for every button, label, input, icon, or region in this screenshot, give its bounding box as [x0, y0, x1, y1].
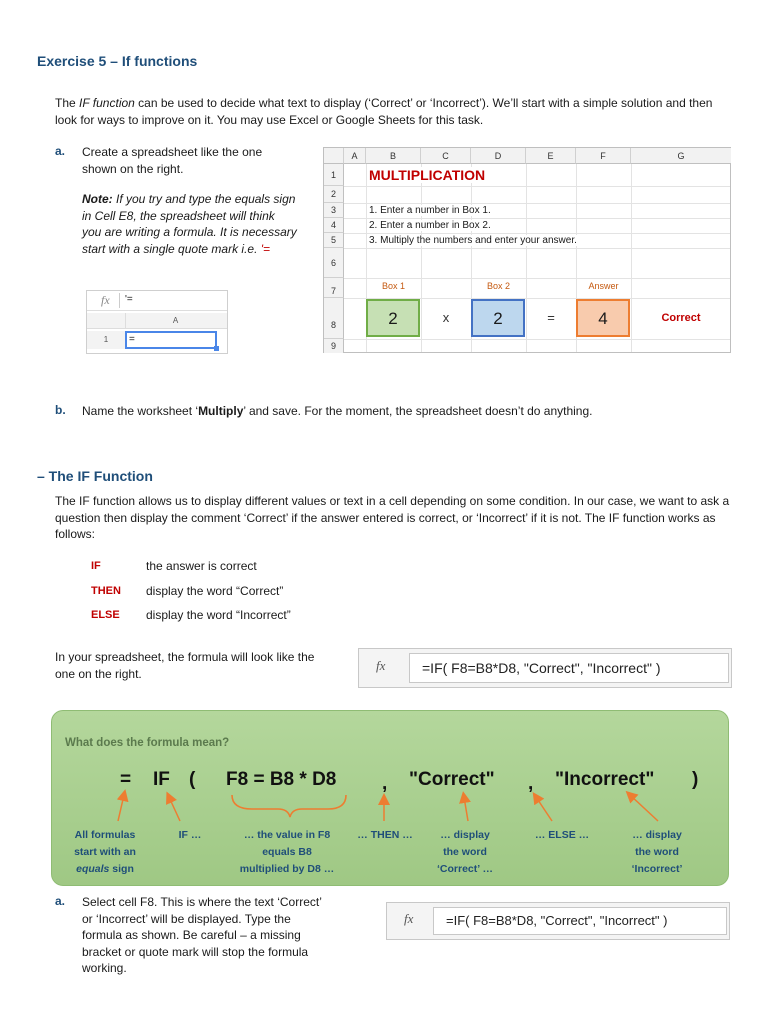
box2-label: Box 2: [486, 281, 510, 291]
row-header-3: 3: [324, 203, 344, 218]
formula-part-correct: "Correct": [409, 769, 495, 790]
logic-key-then: THEN: [91, 585, 121, 597]
mini-divider: [119, 293, 120, 308]
answer-cell[interactable]: 4: [576, 299, 630, 337]
explain-equals-line1: All formulas: [74, 829, 136, 841]
explain-equals-rest: sign: [109, 863, 134, 875]
explain-condition-line3: multiplied by D8 …: [239, 863, 335, 875]
col-header-e: E: [526, 148, 576, 164]
mini-row-1: 1: [87, 331, 125, 349]
arrow-equals: [118, 795, 124, 821]
step-a2-marker: a.: [55, 894, 66, 908]
arrow-correct: [464, 797, 468, 821]
arrow-if: [169, 797, 180, 821]
formula-part-condition: F8 = B8 * D8: [226, 769, 337, 790]
intro-pre: The: [55, 96, 80, 110]
intro-italic: IF function: [79, 96, 135, 110]
explain-display-correct: [422, 827, 508, 878]
row-header-1: 1: [324, 164, 344, 186]
explain-then: … THEN …: [357, 829, 413, 841]
explain-display1-line3: ‘Correct’ …: [436, 863, 494, 875]
step-b-pre: Name the worksheet ‘: [82, 404, 199, 418]
formula-part-close: ): [692, 769, 699, 790]
step-a-text: Create a spreadsheet like the one shown on the right.: [82, 145, 263, 176]
step-a-note: [82, 191, 297, 257]
step-a2-text: Select cell F8. This is where the text ‘Correct’ or ‘Incorrect’ will be displayed. Type the formula as shown. Be careful – a missing bracket or quote mark will stop the formula working.: [82, 895, 322, 975]
formula-bar-2: [386, 902, 730, 940]
formula-text[interactable]: =IF( F8=B8*D8, "Correct", "Incorrect" ): [409, 653, 729, 683]
row-header-8: 8: [324, 298, 344, 339]
formula-part-equals: =: [120, 769, 132, 790]
mini-col-header: [87, 313, 227, 329]
mini-col-a: A: [125, 313, 225, 329]
multiplication-sheet: [323, 147, 731, 353]
intro-post: can be used to decide what text to display (‘Correct’ or ‘Incorrect’). We’ll start with a simple solution and then look for ways to improve on it. You may use Excel or Google Sheets for this task.: [55, 96, 713, 127]
fx-icon: fx: [376, 658, 386, 673]
instruction-1: 1. Enter a number in Box 1.: [369, 205, 491, 216]
col-header-a: A: [344, 148, 366, 164]
step-b-post: ’ and save. For the moment, the spreadsheet doesn’t do anything.: [243, 404, 593, 418]
sheet-title: MULTIPLICATION: [369, 167, 489, 183]
explain-equals-line2: start with an: [74, 846, 136, 858]
formula-text-2[interactable]: =IF( F8=B8*D8, "Correct", "Incorrect" ): [433, 907, 727, 935]
arrow-else: [536, 797, 552, 821]
explain-display1-line1: … display: [440, 829, 490, 841]
col-header-g: G: [631, 148, 731, 164]
explain-equals: [58, 827, 152, 878]
box2-cell[interactable]: 2: [471, 299, 525, 337]
formula-part-comma2: ,: [528, 773, 534, 794]
explain-condition-line1: … the value in F8: [243, 829, 331, 841]
times-sign: x: [442, 310, 450, 325]
row-header-9: 9: [324, 339, 344, 353]
row-header-4: 4: [324, 218, 344, 233]
note-label: Note:: [82, 192, 113, 206]
formula-part-if: IF: [153, 769, 170, 790]
intro-paragraph: [55, 95, 735, 128]
formula-part-comma1: ,: [382, 773, 388, 794]
logic-text-if: the answer is correct: [146, 559, 257, 573]
result-cell[interactable]: Correct: [661, 312, 701, 324]
grid-line: [344, 278, 730, 279]
step-a-marker: a.: [55, 144, 66, 158]
fx-icon: fx: [101, 293, 110, 307]
explain-equals-line3: [58, 861, 152, 878]
formula-bar: [358, 648, 732, 688]
row-header-6: 6: [324, 248, 344, 278]
box1-cell[interactable]: 2: [366, 299, 420, 337]
if-paragraph: The IF function allows us to display different values or text in a cell depending on some condition. In our case, we want to ask a question then display the comment ‘Correct’ if the answer entered is correct, or ‘Incorrect’ if it is not. The IF function works as follows:: [55, 494, 730, 541]
formula-explanation-box: [51, 710, 729, 886]
mini-formula[interactable]: '=: [125, 294, 133, 305]
row-header-7: 7: [324, 278, 344, 298]
brace-condition: [232, 795, 346, 817]
grid-line: [344, 248, 730, 249]
row-header-5: 5: [324, 233, 344, 248]
grid-line: [344, 218, 730, 219]
step-b-text: [82, 403, 742, 420]
grid-line: [344, 186, 730, 187]
fx-icon: fx: [404, 911, 414, 926]
formula-paragraph: In your spreadsheet, the formula will look like the one on the right.: [55, 650, 315, 681]
note-text: If you try and type the equals sign in Cell E8, the spreadsheet will think you are writing a formula. It is necessary start with a single quote mark i.e.: [82, 192, 297, 256]
logic-key-else: ELSE: [91, 609, 120, 621]
answer-label: Answer: [588, 281, 619, 291]
grid-line: [344, 339, 730, 340]
explain-if: IF …: [178, 829, 202, 841]
mini-cell-a1[interactable]: =: [125, 331, 217, 349]
equals-sign: =: [547, 310, 555, 325]
instruction-2: 2. Enter a number in Box 2.: [369, 220, 491, 231]
logic-text-else: display the word “Incorrect”: [146, 608, 291, 622]
formula-part-incorrect: "Incorrect": [555, 769, 655, 790]
col-header-f: F: [576, 148, 631, 164]
explain-display1-line2: the word: [443, 846, 487, 858]
explain-display2-line3: ‘Incorrect’: [631, 863, 683, 875]
note-quote: '=: [260, 241, 271, 256]
row-header-2: 2: [324, 186, 344, 203]
explain-else: … ELSE …: [534, 829, 590, 841]
col-header-b: B: [366, 148, 421, 164]
explain-display2-line1: … display: [632, 829, 682, 841]
fill-handle[interactable]: [214, 346, 219, 351]
explain-display-incorrect: [618, 827, 696, 878]
instruction-3: 3. Multiply the numbers and enter your answer.: [369, 235, 577, 246]
section-heading: – The IF Function: [37, 468, 153, 484]
col-header-d: D: [471, 148, 526, 164]
corner-header: [324, 148, 344, 164]
page-title: Exercise 5 – If functions: [37, 53, 198, 69]
step-b-bold: Multiply: [198, 404, 244, 418]
formula-part-open: (: [189, 769, 196, 790]
mini-sheet: [86, 290, 228, 354]
step-b-marker: b.: [55, 403, 66, 417]
explain-condition: [222, 827, 352, 878]
logic-text-then: display the word “Correct”: [146, 584, 284, 598]
explanation-title: What does the formula mean?: [65, 737, 230, 749]
col-header-c: C: [421, 148, 471, 164]
explain-equals-italic: equals: [76, 863, 110, 875]
explain-display2-line2: the word: [635, 846, 679, 858]
logic-key-if: IF: [91, 560, 101, 572]
mini-formula-row: [87, 291, 227, 311]
box1-label: Box 1: [381, 281, 405, 291]
explain-condition-line2: equals B8: [262, 846, 312, 858]
grid-line: [344, 233, 730, 234]
grid-line: [344, 203, 730, 204]
arrow-incorrect: [630, 795, 658, 821]
